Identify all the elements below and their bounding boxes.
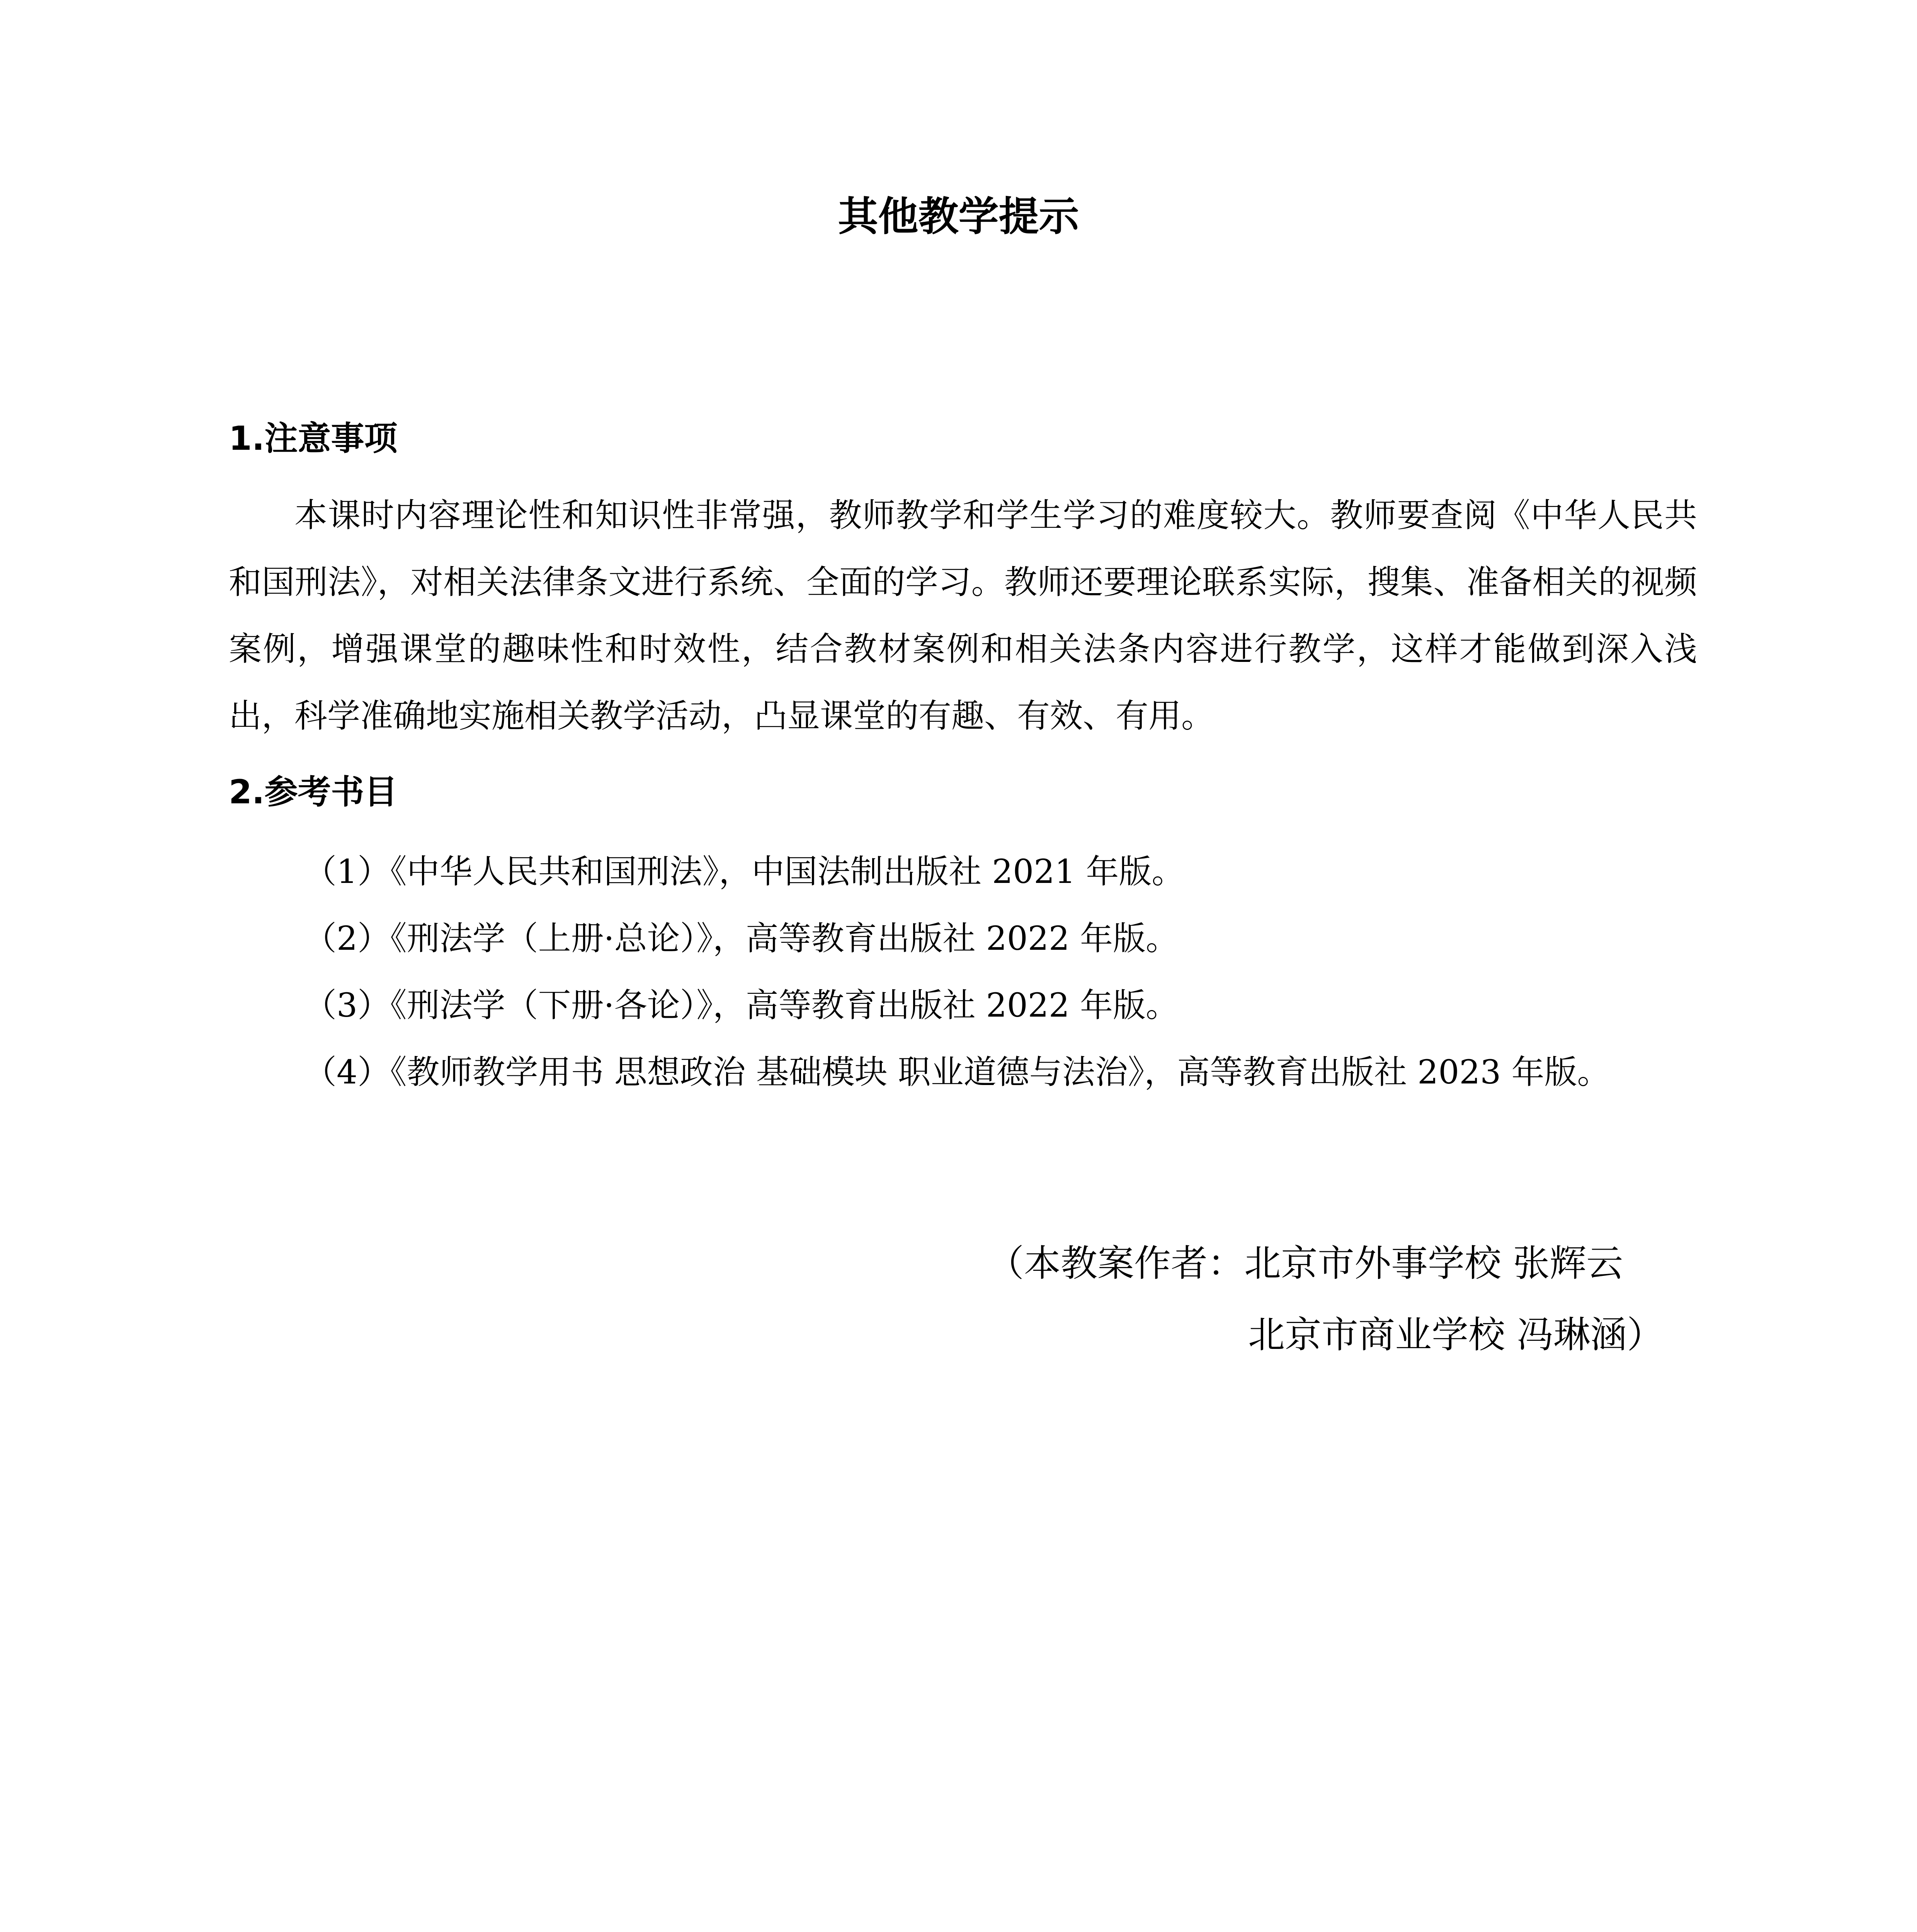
section-heading-references: 2.参考书目 (229, 773, 398, 811)
reference-item: （2）《刑法学（上册·总论）》，高等教育出版社 2022 年版。 (304, 920, 1179, 958)
reference-item: （4）《教师教学用书 思想政治 基础模块 职业道德与法治》，高等教育出版社 2023 年版。 (304, 1053, 1610, 1092)
section-heading-notes: 1.注意事项 (229, 419, 398, 458)
reference-list (304, 838, 1610, 1106)
page-title: 其他教学提示 (838, 193, 1079, 240)
reference-item: （3）《刑法学（下册·各论）》，高等教育出版社 2022 年版。 (304, 986, 1179, 1025)
notes-paragraph: 本课时内容理论性和知识性非常强，教师教学和学生学习的难度较大。教师要查阅《中华人民共和国刑法》，对相关法律条文进行系统、全面的学习。教师还要理论联系实际，搜集、准备相关的视频案例，增强课堂的趣味性和时效性，结合教材案例和相关法条内容进行教学，这样才能做到深入浅出，科学准确地实施相关教学活动，凸显课堂的有趣、有效、有用。 (229, 497, 1697, 735)
author-credit-line-2: 北京市商业学校 冯琳涵） (1248, 1314, 1664, 1356)
reference-item: （1）《中华人民共和国刑法》，中国法制出版社 2021 年版。 (304, 853, 1185, 891)
author-credit-line-1: （本教案作者：北京市外事学校 张辉云 (987, 1242, 1623, 1285)
